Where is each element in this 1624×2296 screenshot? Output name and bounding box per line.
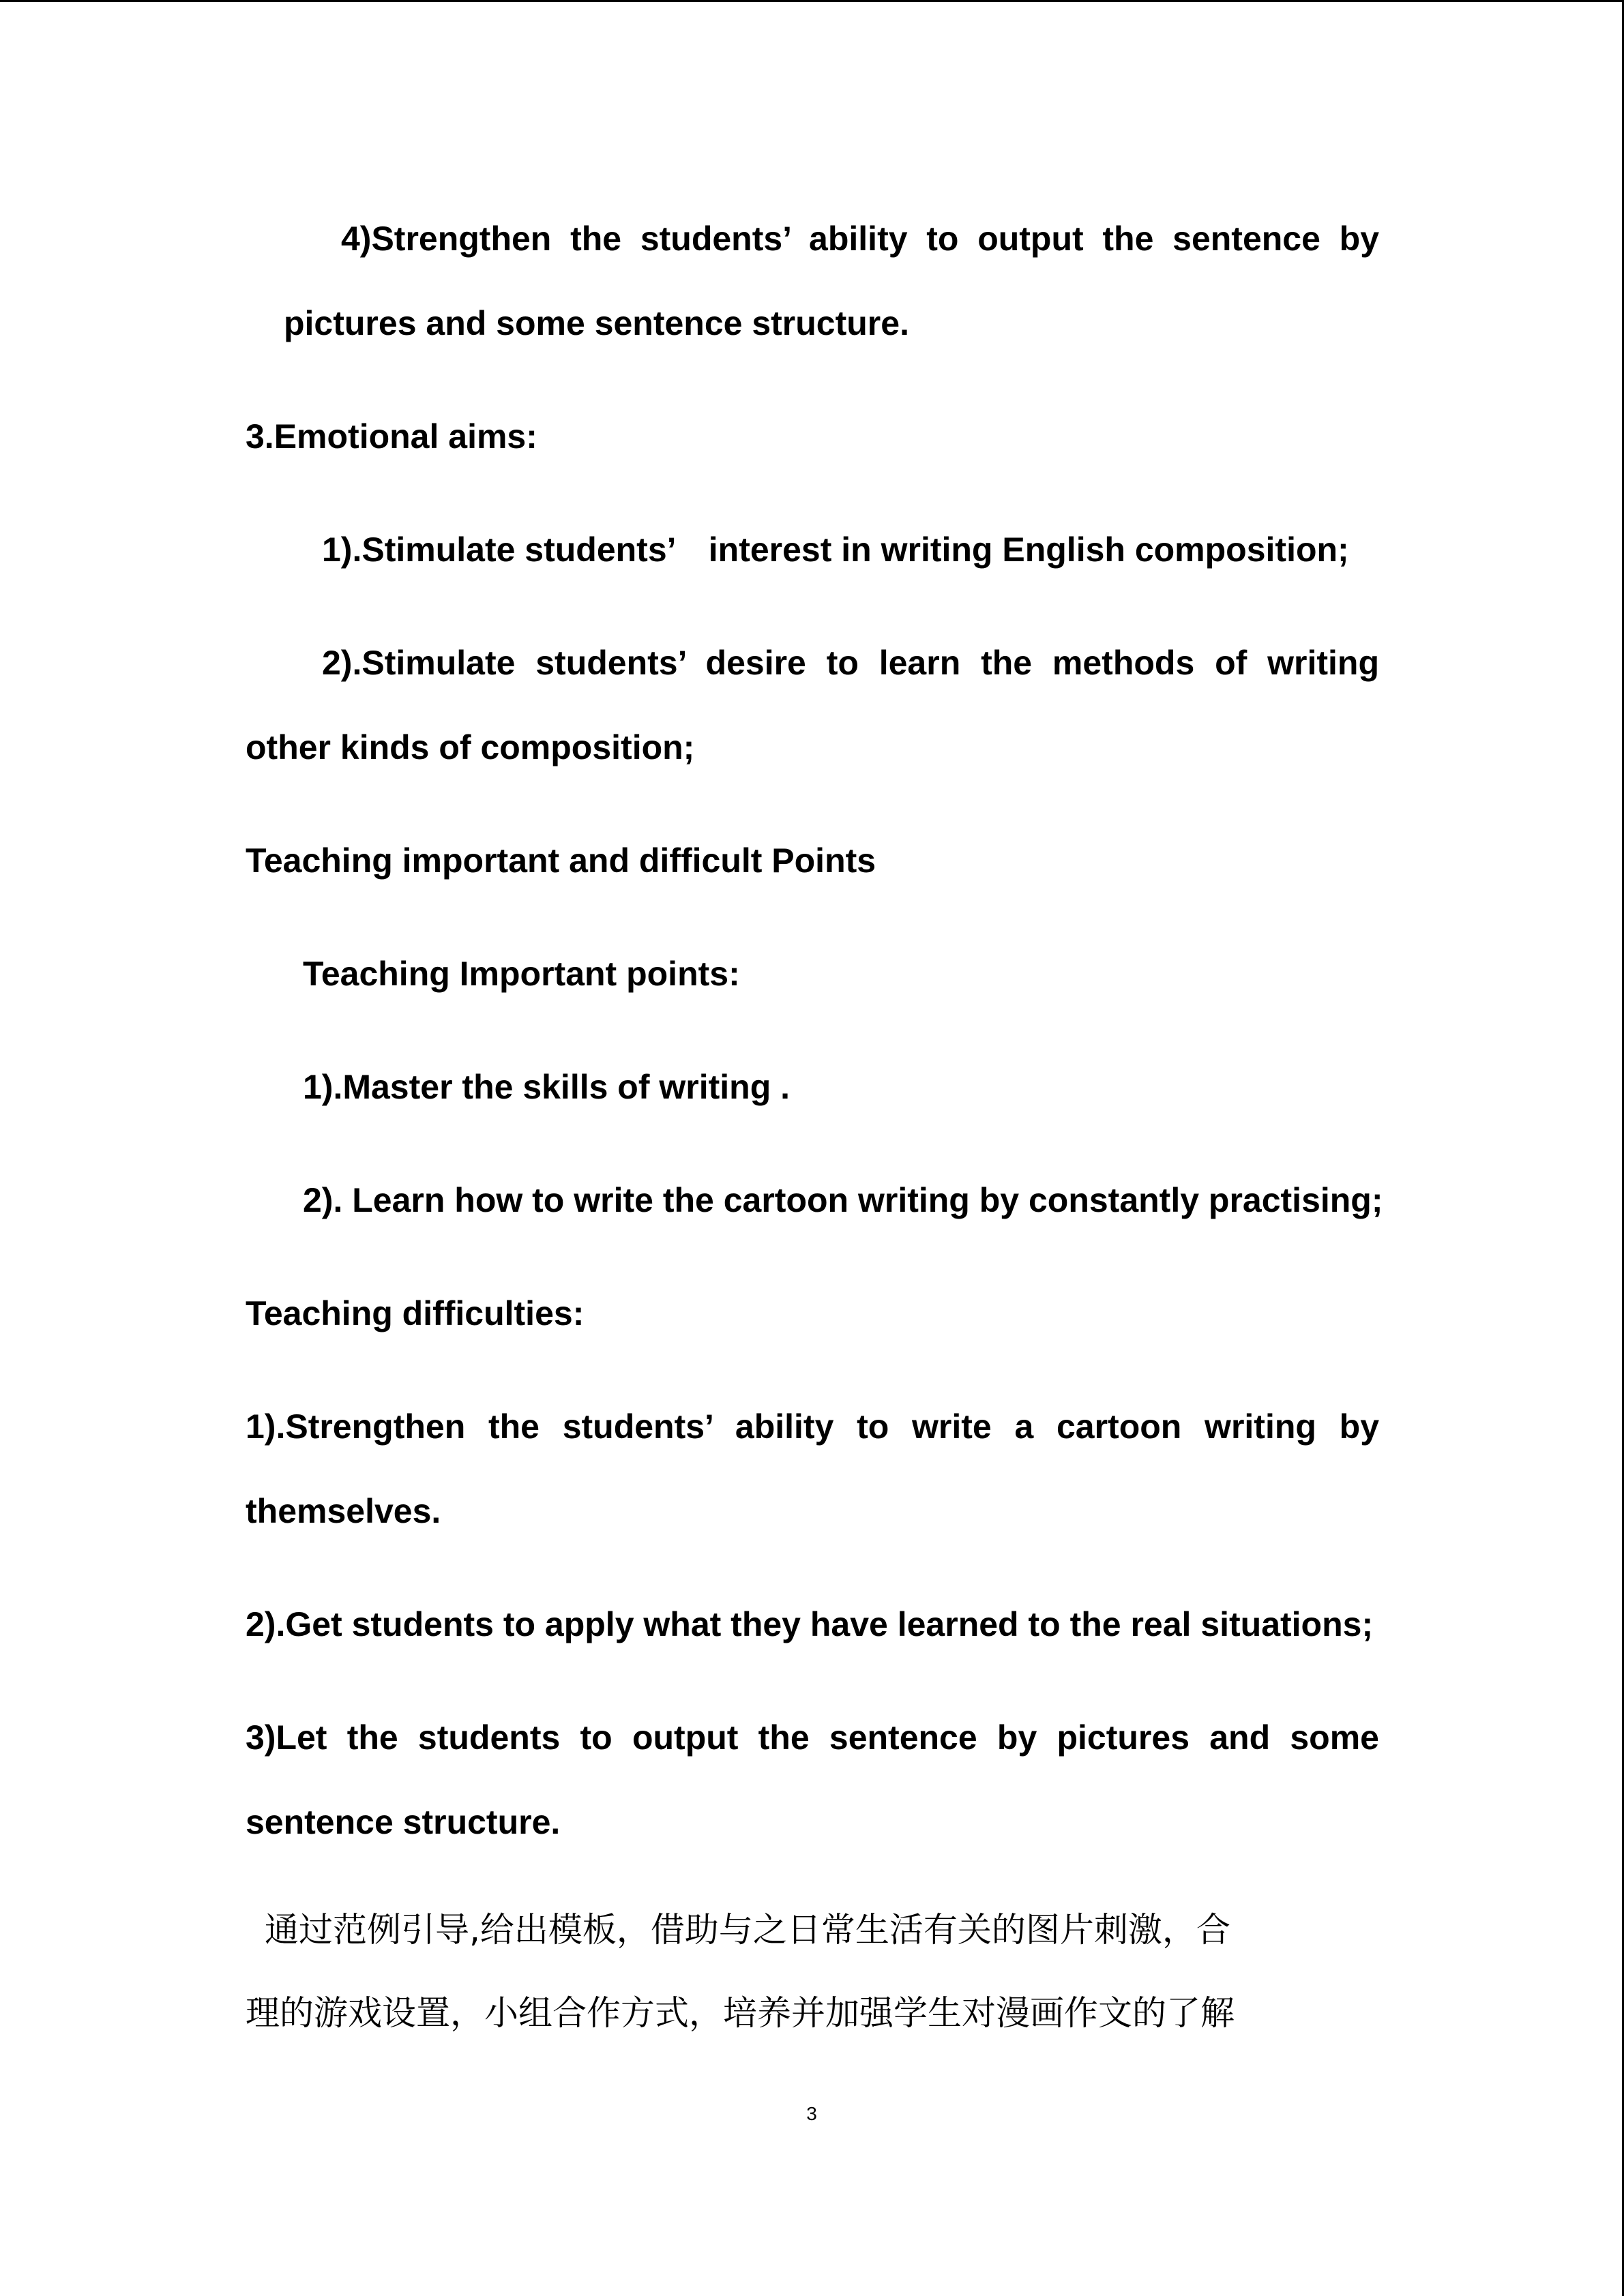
page-top-border — [0, 0, 1624, 2]
paragraph-line: 4)Strengthen the students’ ability to output the sentence by — [341, 220, 1379, 258]
paragraph-line: themselves. — [246, 1492, 441, 1530]
page-number: 3 — [806, 2103, 817, 2124]
list-item: 2).Get students to apply what they have learned to the real situations; — [246, 1605, 1374, 1643]
chinese-paragraph-line: 理的游戏设置，小组合作方式，培养并加强学生对漫画作文的了解 — [246, 1993, 1235, 2033]
list-item: 1).Master the skills of writing . — [303, 1068, 791, 1106]
list-item: 1).Strengthen the students’ ability to write a cartoon writing by — [246, 1407, 1379, 1446]
paragraph-line: pictures and some sentence structure. — [284, 304, 909, 342]
list-item: 2).Stimulate students’ desire to learn the methods of writing — [322, 644, 1379, 682]
section-heading: Teaching difficulties: — [246, 1294, 585, 1332]
chinese-paragraph-line: 通过范例引导,给出模板，借助与之日常生活有关的图片刺激，合 — [265, 1910, 1230, 1950]
list-item: 3)Let the students to output the sentence by pictures and some — [246, 1718, 1379, 1757]
section-heading: Teaching important and difficult Points — [246, 841, 876, 880]
list-item: 1).Stimulate students’ interest in writing English composition; — [322, 531, 1349, 569]
list-item: 2). Learn how to write the cartoon writing by constantly practising; — [303, 1181, 1383, 1219]
paragraph-line: other kinds of composition; — [246, 728, 695, 766]
subheading: Teaching Important points: — [303, 955, 740, 993]
section-heading: 3.Emotional aims: — [246, 417, 537, 456]
paragraph-line: sentence structure. — [246, 1803, 561, 1841]
